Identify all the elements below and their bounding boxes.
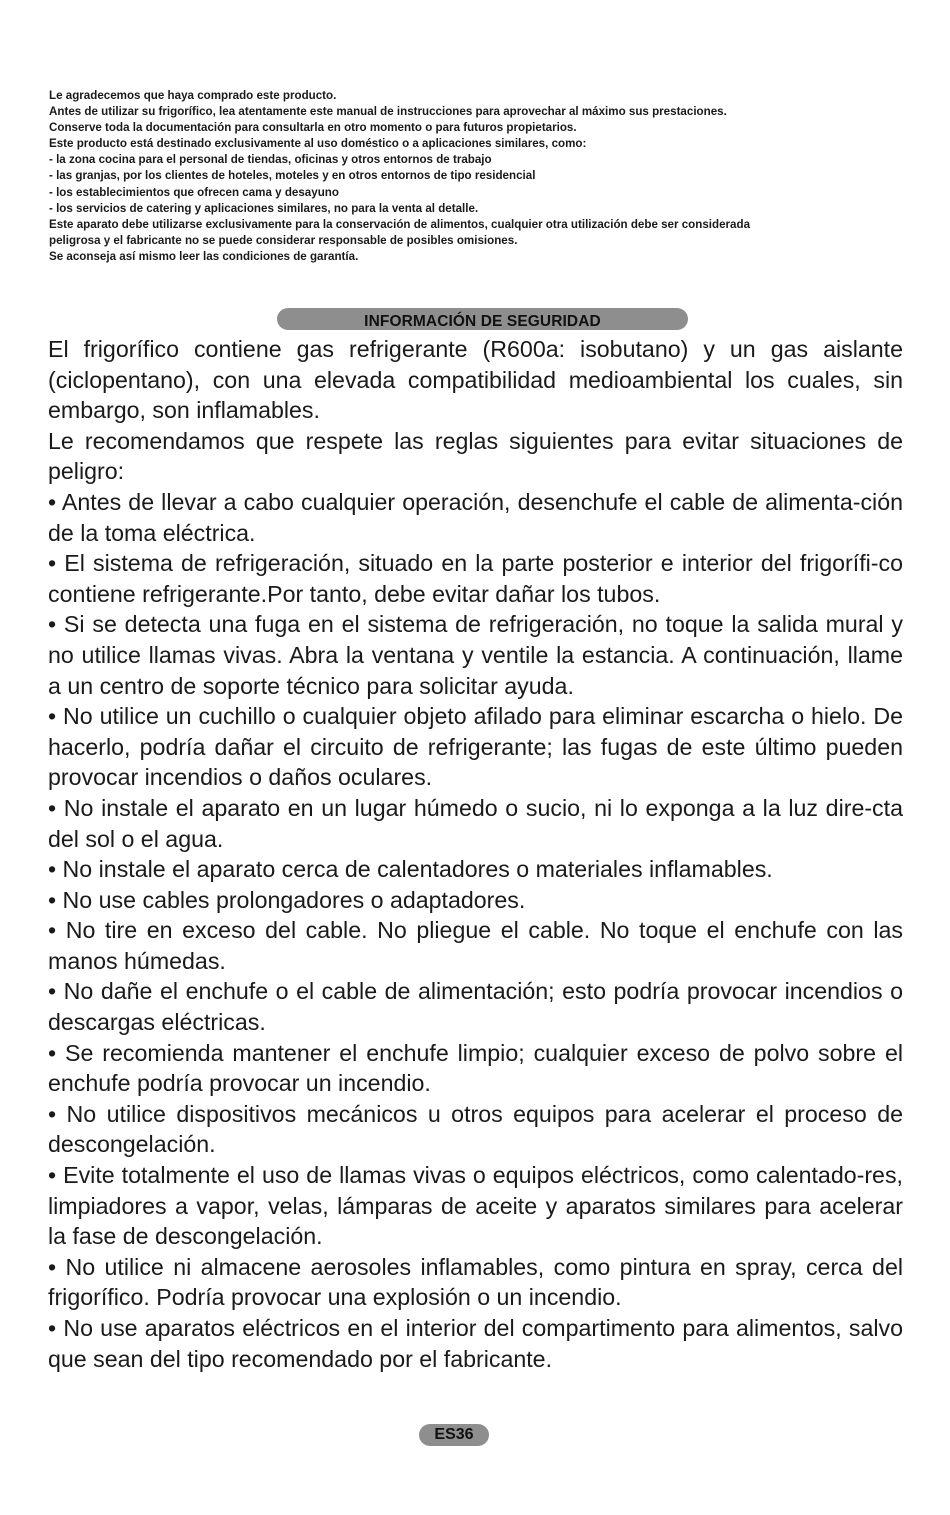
intro-line: Le agradecemos que haya comprado este producto. [49, 89, 337, 102]
safety-bullet: • No tire en exceso del cable. No pliegue el cable. No toque el enchufe con las manos húmedas. [48, 917, 903, 974]
intro-line: Este producto está destinado exclusivamente al uso doméstico o a aplicaciones similares, como: [49, 137, 587, 151]
intro-line: - la zona cocina para el personal de tiendas, oficinas y otros entornos de trabajo [49, 153, 492, 167]
intro-line: Conserve toda la documentación para consultarla en otro momento o para futuros propietarios. [49, 121, 577, 135]
intro-line: Este aparato debe utilizarse exclusivamente para la conservación de alimentos, cualquier otra utilización debe ser considerada [49, 217, 751, 231]
safety-text [48, 334, 903, 1374]
intro-line: Se aconseja así mismo leer las condiciones de garantía. [49, 249, 359, 263]
safety-bullet: • No use cables prolongadores o adaptadores. [48, 886, 526, 913]
safety-bullet: • El sistema de refrigeración, situado en la parte posterior e interior del frigorífi-co contiene refrigerante.Por tanto, debe evitar dañar los tubos. [48, 550, 903, 607]
intro-notes [49, 88, 909, 265]
intro-line: Antes de utilizar su frigorífico, lea atentamente este manual de instrucciones para aprovechar al máximo sus prestaciones. [49, 105, 727, 119]
safety-bullet: • No instale el aparato cerca de calentadores o materiales inflamables. [48, 856, 773, 883]
safety-bullet: • No utilice un cuchillo o cualquier objeto afilado para eliminar escarcha o hielo. De hacerlo, podría dañar el circuito de refrigerante; las fugas de este último pueden provocar incendios o daños oculares. [48, 703, 903, 791]
safety-bullet: • No use aparatos eléctricos en el interior del compartimento para alimentos, salvo que sean del tipo recomendado por el fabricante. [48, 1315, 903, 1372]
safety-bullet: • No utilice ni almacene aerosoles inflamables, como pintura en spray, cerca del frigorífico. Podría provocar una explosión o un incendio. [48, 1253, 903, 1311]
page-number-badge [419, 1424, 489, 1446]
safety-paragraph: El frigorífico contiene gas refrigerante (R600a: isobutano) y un gas aislante (ciclopentano), con una elevada compatibilidad medioambiental los cuales, sin embargo, son inflamables. [48, 336, 903, 424]
section-heading [277, 308, 688, 330]
safety-bullet: • Evite totalmente el uso de llamas vivas o equipos eléctricos, como calentado-res, limpiadores a vapor, velas, lámparas de aceite y aparatos similares para acelerar la fase de descongelación. [48, 1162, 903, 1250]
intro-line: peligrosa y el fabricante no se puede considerar responsable de posibles omisiones. [49, 233, 518, 247]
page-number: ES36 [434, 1426, 474, 1443]
safety-bullet: • No utilice dispositivos mecánicos u otros equipos para acelerar el proceso de descongelación. [48, 1100, 903, 1158]
section-heading-label: INFORMACIÓN DE SEGURIDAD [364, 312, 601, 330]
safety-paragraph: Le recomendamos que respete las reglas siguientes para evitar situaciones de peligro: [48, 427, 903, 485]
intro-line: - los establecimientos que ofrecen cama y desayuno [49, 185, 339, 199]
intro-line: - los servicios de catering y aplicaciones similares, no para la venta al detalle. [49, 201, 479, 215]
intro-line: - las granjas, por los clientes de hoteles, moteles y en otros entornos de tipo residencial [49, 169, 536, 183]
safety-bullet: • No dañe el enchufe o el cable de alimentación; esto podría provocar incendios o descargas eléctricas. [48, 978, 903, 1036]
safety-bullet: • Antes de llevar a cabo cualquier operación, desenchufe el cable de alimenta-ción de la toma eléctrica. [48, 488, 903, 546]
safety-bullet: • Si se detecta una fuga en el sistema de refrigeración, no toque la salida mural y no utilice llamas vivas. Abra la ventana y ventile la estancia. A continuación, llame a un centro de soporte técnico para solicitar ayuda. [48, 611, 903, 699]
safety-bullet: • Se recomienda mantener el enchufe limpio; cualquier exceso de polvo sobre el enchufe podría provocar un incendio. [48, 1039, 903, 1097]
safety-bullet: • No instale el aparato en un lugar húmedo o sucio, ni lo exponga a la luz dire-cta del sol o el agua. [48, 794, 903, 852]
